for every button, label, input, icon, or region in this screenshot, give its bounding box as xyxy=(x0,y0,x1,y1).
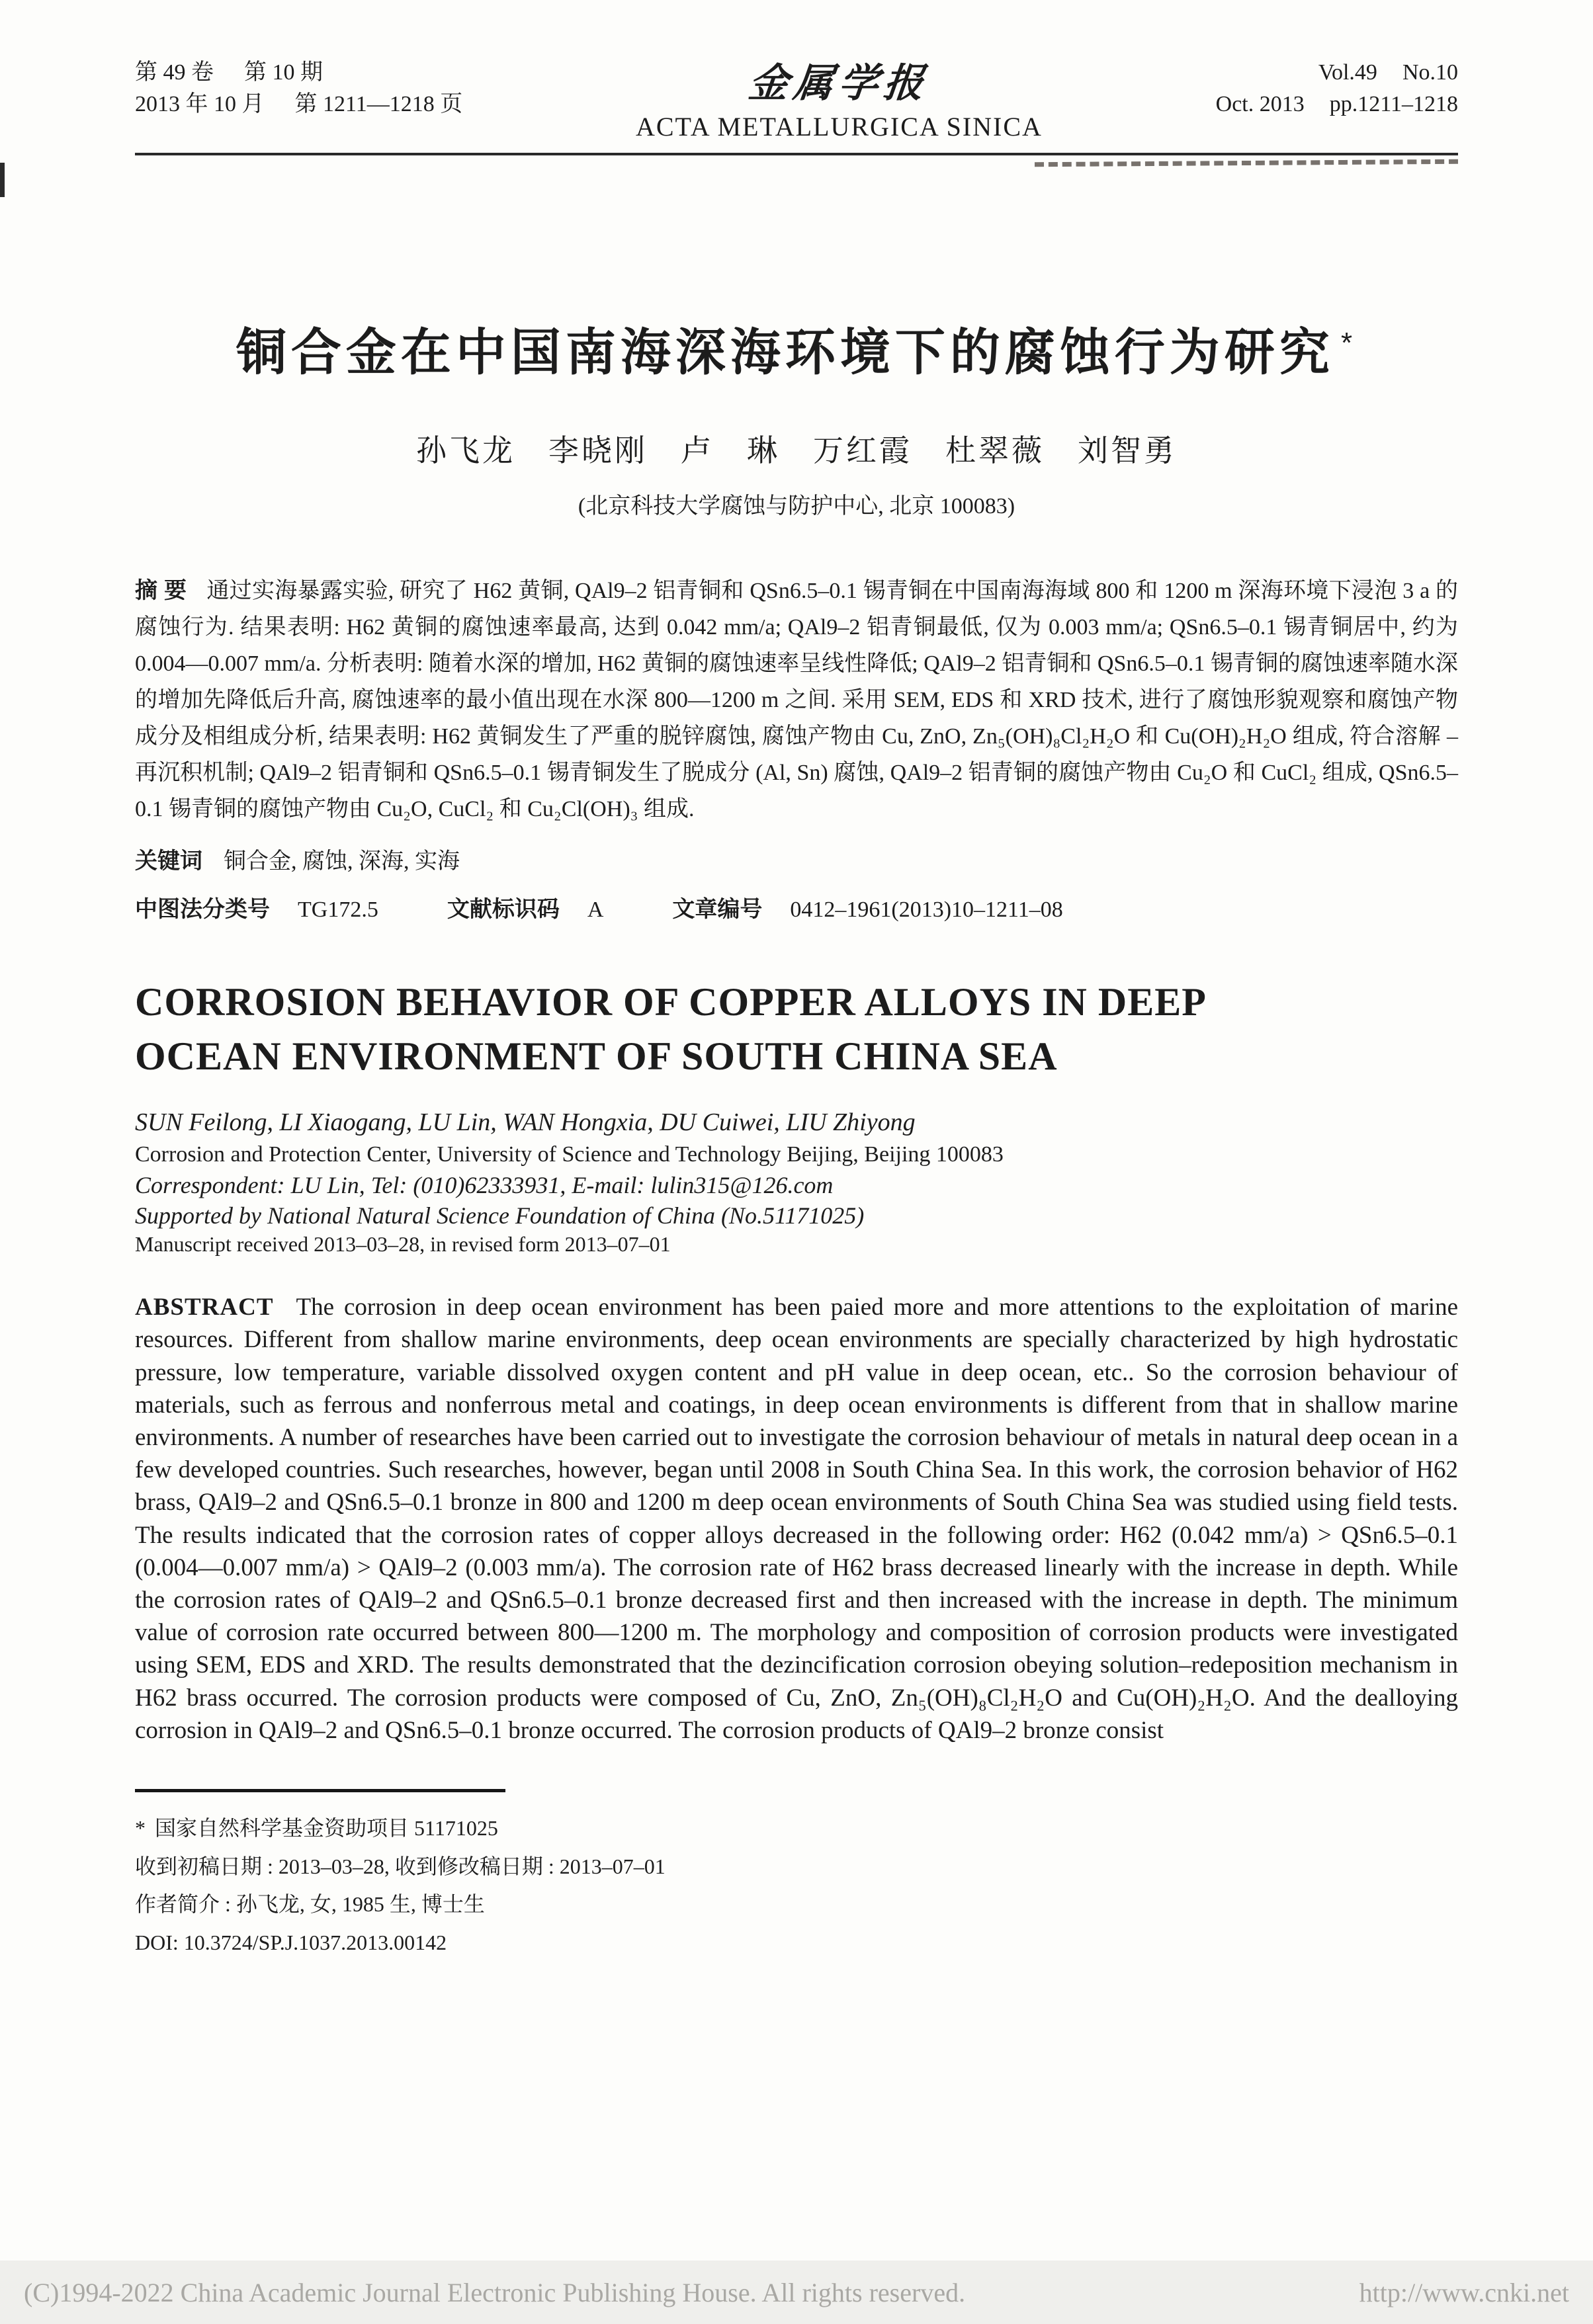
manuscript-line: Manuscript received 2013–03–28, in revised form 2013–07–01 xyxy=(135,1232,671,1257)
keywords-row xyxy=(135,843,1458,875)
authors-cn: 孙飞龙 李晓刚 卢 琳 万红霞 杜翠薇 刘智勇 xyxy=(416,434,1177,468)
header-right-block xyxy=(1216,57,1458,121)
date-cn: 2013 年 10 月 xyxy=(135,92,265,117)
article-id-label: 文章编号 xyxy=(672,896,763,922)
correspondent-email-link[interactable]: lulin315@126.com xyxy=(650,1172,834,1199)
scan-edge-artifact xyxy=(0,163,5,197)
supported-line: Supported by National Natural Science Foundation of China (No.51171025) xyxy=(135,1202,865,1229)
footer-cnki-link[interactable]: http://www.cnki.net xyxy=(1359,2277,1569,2307)
journal-header xyxy=(135,0,1458,142)
correspondent-text: Correspondent: LU Lin, Tel: (010)62333931, E-mail: xyxy=(135,1172,651,1199)
clc-label: 中图法分类号 xyxy=(135,896,270,922)
article-title-cn-text: 铜合金在中国南海深海环境下的腐蚀行为研究 xyxy=(236,325,1334,381)
footer-copyright: (C)1994-2022 China Academic Journal Electronic Publishing House. All rights reserved. xyxy=(24,2277,966,2307)
article-id-value: 0412–1961(2013)10–1211–08 xyxy=(790,897,1063,922)
abstract-cn-label: 摘 要 xyxy=(135,578,187,603)
footnote-marker: * xyxy=(135,1815,146,1840)
abstract-cn xyxy=(135,573,1458,828)
classification-row xyxy=(135,891,1458,923)
footnote-fund xyxy=(135,1809,1458,1848)
affiliation-en: Corrosion and Protection Center, University of Science and Technology Beijing, Beijing 100083 xyxy=(135,1142,1004,1167)
volume-cn: 第 49 卷 xyxy=(135,60,214,85)
footnote-doi: DOI: 10.3724/SP.J.1037.2013.00142 xyxy=(135,1930,447,1954)
pages-cn: 第 1211—1218 页 xyxy=(294,92,463,117)
cnki-footer xyxy=(0,2261,1593,2324)
header-center-block xyxy=(462,52,1215,142)
number-en: No.10 xyxy=(1402,60,1458,85)
affiliation-cn: (北京科技大学腐蚀与防护中心, 北京 100083) xyxy=(578,494,1015,519)
header-divider xyxy=(135,153,1458,155)
footnote-received: 收到初稿日期 : 2013–03–28, 收到修改稿日期 : 2013–07–01 xyxy=(135,1854,666,1878)
footnote-divider xyxy=(135,1789,505,1792)
abstract-en-text: The corrosion in deep ocean environment has been paied more and more attentions to the exploitation of marine resources. Different from shallow marine environments, deep ocean environments are specially characterized by high hydrostatic pressure, low temperature, variable dissolved oxygen content and pH value in deep ocean, etc.. So the corrosion behaviour of materials, such as ferrous and nonferrous metal and coatings, in deep ocean environments is different from that in shallow marine environments. A number of researches have been carried out to investigate the corrosion behaviour of metals in natural deep ocean in a few developed countries. Such researches, however, began until 2008 in South China Sea. In this work, the corrosion behavior of H62 brass, QAl9–2 and QSn6.5–0.1 bronze in 800 and 1200 m deep ocean environments of South China Sea was studied using field tests. The results indicated that the corrosion rates of copper alloys decreased in the following order: H62 (0.042 mm/a) > QSn6.5–0.1 (0.004—0.007 mm/a) > QAl9–2 (0.003 mm/a). The corrosion rate of H62 brass decreased linearly with the increase in depth. While the corrosion rates of QAl9–2 and QSn6.5–0.1 bronze decreased first and then increased with the increase in depth. The minimum value of corrosion rate occurred between 800—1200 m. The morphology and composition of corrosion products were investigated using SEM, EDS and XRD. The results demonstrated that the dezincification corrosion obeying solution–redeposition mechanism in H62 brass occurred. The corrosion products were composed of Cu, ZnO, Zn₅(OH)₈Cl₂H₂O and Cu(OH)₂H₂O. And the dealloying corrosion in QAl9–2 and QSn6.5–0.1 bronze occurred. The corrosion products of QAl9–2 bronze consist xyxy=(135,1294,1458,1744)
abstract-cn-text: 通过实海暴露实验, 研究了 H62 黄铜, QAl9–2 铝青铜和 QSn6.5–0.1 锡青铜在中国南海海域 800 和 1200 m 深海环境下浸泡 3 a 的腐蚀行为. 结果表明: H62 黄铜的腐蚀速率最高, 达到 0.042 mm/a; QAl9–2 铝青铜最低, 仅为 0.003 mm/a; QSn6.5–0.1 锡青铜居中, 约为 0.004—0.007 mm/a. 分析表明: 随着水深的增加, H62 黄铜的腐蚀速率呈线性降低; QAl9–2 铝青铜和 QSn6.5–0.1 锡青铜的腐蚀速率随水深的增加先降低后升高, 腐蚀速率的最小值出现在水深 800—1200 m 之间. 采用 SEM, EDS 和 XRD 技术, 进行了腐蚀形貌观察和腐蚀产物成分及相组成分析, 结果表明: H62 黄铜发生了严重的脱锌腐蚀, 腐蚀产物由 Cu, ZnO, Zn₅(OH)₈Cl₂H₂O 和 Cu(OH)₂H₂O 组成, 符合溶解 – 再沉积机制; QAl9–2 铝青铜和 QSn6.5–0.1 锡青铜发生了脱成分 (Al, Sn) 腐蚀, QAl9–2 铝青铜的腐蚀产物由 Cu₂O 和 CuCl₂ 组成, QSn6.5–0.1 锡青铜的腐蚀产物由 Cu₂O, CuCl₂ 和 Cu₂Cl(OH)₃ 组成. xyxy=(135,579,1458,822)
footnote-fund-text: 国家自然科学基金资助项目 51171025 xyxy=(155,1815,498,1840)
footnote-block xyxy=(135,1789,1458,1962)
date-en: Oct. 2013 xyxy=(1215,92,1305,117)
title-en-line2: OCEAN ENVIRONMENT OF SOUTH CHINA SEA xyxy=(135,1034,1058,1079)
issue-cn: 第 10 期 xyxy=(244,60,323,85)
volume-en: Vol.49 xyxy=(1318,60,1377,85)
title-footnote-marker: * xyxy=(1340,326,1357,359)
keywords-label: 关键词 xyxy=(135,848,202,874)
doc-code-label: 文献标识码 xyxy=(447,896,560,922)
footnote-bio: 作者简介 : 孙飞龙, 女, 1985 生, 博士生 xyxy=(135,1892,485,1917)
scan-dash-artifact xyxy=(1035,159,1458,167)
article-title-en xyxy=(135,975,1458,1085)
abstract-en xyxy=(135,1291,1458,1747)
clc-value: TG172.5 xyxy=(298,897,378,922)
header-left-block xyxy=(135,57,462,121)
keywords-text: 铜合金, 腐蚀, 深海, 实海 xyxy=(224,849,460,874)
correspondent-line xyxy=(135,1171,1458,1199)
article-title-cn xyxy=(135,312,1458,384)
abstract-en-label: ABSTRACT xyxy=(135,1294,274,1321)
journal-name-en: ACTA METALLURGICA SINICA xyxy=(635,112,1043,142)
journal-logo: 金属学报 xyxy=(746,62,931,105)
title-en-line1: CORROSION BEHAVIOR OF COPPER ALLOYS IN DEEP xyxy=(135,979,1207,1024)
authors-en: SUN Feilong, LI Xiaogang, LU Lin, WAN Hongxia, DU Cuiwei, LIU Zhiyong xyxy=(135,1108,916,1137)
doc-code-value: A xyxy=(587,897,604,922)
pages-en: pp.1211–1218 xyxy=(1329,92,1458,117)
